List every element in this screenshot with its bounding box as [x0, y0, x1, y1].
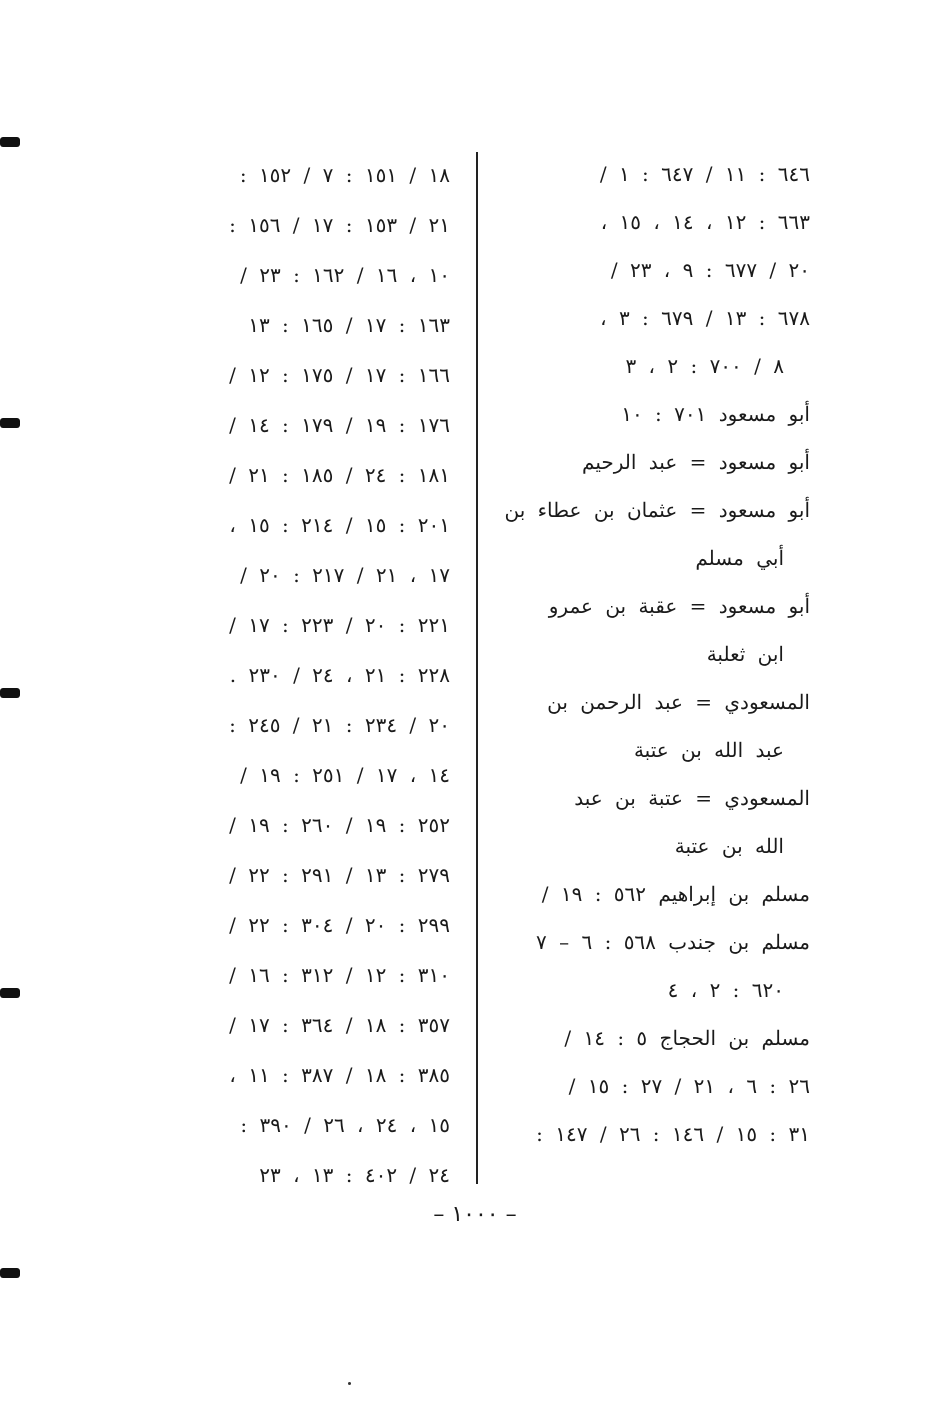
scan-edge-mark [0, 418, 20, 428]
index-line: ٣١ : ١٥ / ١٤٦ : ٢٦ / ١٤٧ : [536, 1122, 810, 1146]
index-line: ٢٩٩ : ٢٠ / ٣٠٤ : ٢٢ / [229, 913, 450, 937]
index-column-left [150, 150, 450, 1200]
index-entry-heading: أبو مسعود = عثمان بن عطاء بن [504, 498, 810, 522]
index-line: عبد الله بن عتبة [633, 738, 784, 762]
index-entry-heading: أبو مسعود = عبد الرحيم [582, 450, 810, 474]
index-line: ١٧٦ : ١٩ / ١٧٩ : ١٤ / [229, 413, 450, 437]
index-entry-heading: مسلم بن جندب ٥٦٨ : ٦ – ٧ [536, 930, 810, 954]
index-line: ابن ثعلبة [706, 642, 784, 666]
index-line: ٦٦٣ : ١٢ ، ١٤ ، ١٥ ، [600, 210, 810, 234]
index-entry-heading: مسلم بن إبراهيم ٥٦٢ : ١٩ / [541, 882, 810, 906]
index-line: ١٦٦ : ١٧ / ١٧٥ : ١٢ / [229, 363, 450, 387]
column-divider [476, 152, 478, 1184]
index-line: ١٦٣ : ١٧ / ١٦٥ : ١٣ [248, 313, 450, 337]
index-line: ١٧ ، ٢١ / ٢١٧ : ٢٠ / [240, 563, 450, 587]
index-line: ٦٤٦ : ١١ / ٦٤٧ : ١ / [599, 162, 810, 186]
index-entry-heading: أبو مسعود ٧٠١ : ١٠ [621, 402, 810, 426]
index-line: ٢٤ / ٤٠٢ : ١٣ ، ٢٣ [259, 1163, 450, 1187]
index-line: ٣٨٥ : ١٨ / ٣٨٧ : ١١ ، [229, 1063, 450, 1087]
scan-edge-mark [0, 1268, 20, 1278]
page-number: – ١٠٠٠ – [433, 1202, 517, 1227]
index-line: ٢٢١ : ٢٠ / ٢٢٣ : ١٧ / [229, 613, 450, 637]
index-line: ٢١ / ١٥٣ : ١٧ / ١٥٦ : [229, 213, 450, 237]
index-line: ٢٠ / ٢٣٤ : ٢١ / ٢٤٥ : [229, 713, 450, 737]
index-line: ١٨ / ١٥١ : ٧ / ١٥٢ : [239, 163, 450, 187]
scan-edge-mark [0, 988, 20, 998]
index-line: ٢٢٨ : ٢١ ، ٢٤ / ٢٣٠ . [229, 663, 450, 687]
index-line: ٢٦ : ٦ ، ٢١ / ٢٧ : ١٥ / [568, 1074, 810, 1098]
index-line: ٣١٠ : ١٢ / ٣١٢ : ١٦ / [229, 963, 450, 987]
index-line: ٦٧٨ : ١٣ / ٦٧٩ : ٣ ، [600, 306, 810, 330]
scan-edge-mark [0, 137, 20, 147]
index-entry-heading: المسعودي = عتبة بن عبد [574, 786, 810, 810]
index-line: ١٤ ، ١٧ / ٢٥١ : ١٩ / [240, 763, 450, 787]
index-line: ٦٢٠ : ٢ ، ٤ [667, 978, 784, 1002]
index-line: ٢٥٢ : ١٩ / ٢٦٠ : ١٩ / [229, 813, 450, 837]
index-line: ٨ / ٧٠٠ : ٢ ، ٣ [625, 354, 784, 378]
index-line: ٢٠ / ٦٧٧ : ٩ ، ٢٣ / [610, 258, 810, 282]
index-line: ٣٥٧ : ١٨ / ٣٦٤ : ١٧ / [229, 1013, 450, 1037]
index-line: ١٠ ، ١٦ / ١٦٢ : ٢٣ / [240, 263, 450, 287]
index-column-right [500, 150, 810, 1158]
index-line: أبي مسلم [695, 546, 784, 570]
index-line: ٢٧٩ : ١٣ / ٢٩١ : ٢٢ / [229, 863, 450, 887]
index-entry-heading: أبو مسعود = عقبة بن عمرو [548, 594, 810, 618]
index-line: الله بن عتبة [674, 834, 784, 858]
index-entry-heading: المسعودي = عبد الرحمن بن [547, 690, 810, 714]
index-line: ١٨١ : ٢٤ / ١٨٥ : ٢١ / [229, 463, 450, 487]
index-entry-heading: مسلم بن الحجاج ٥ : ١٤ / [564, 1026, 810, 1050]
scan-speck [348, 1382, 351, 1385]
index-line: ١٥ ، ٢٤ ، ٢٦ / ٣٩٠ : [240, 1113, 450, 1137]
index-line: ٢٠١ : ١٥ / ٢١٤ : ١٥ ، [229, 513, 450, 537]
scan-edge-mark [0, 688, 20, 698]
